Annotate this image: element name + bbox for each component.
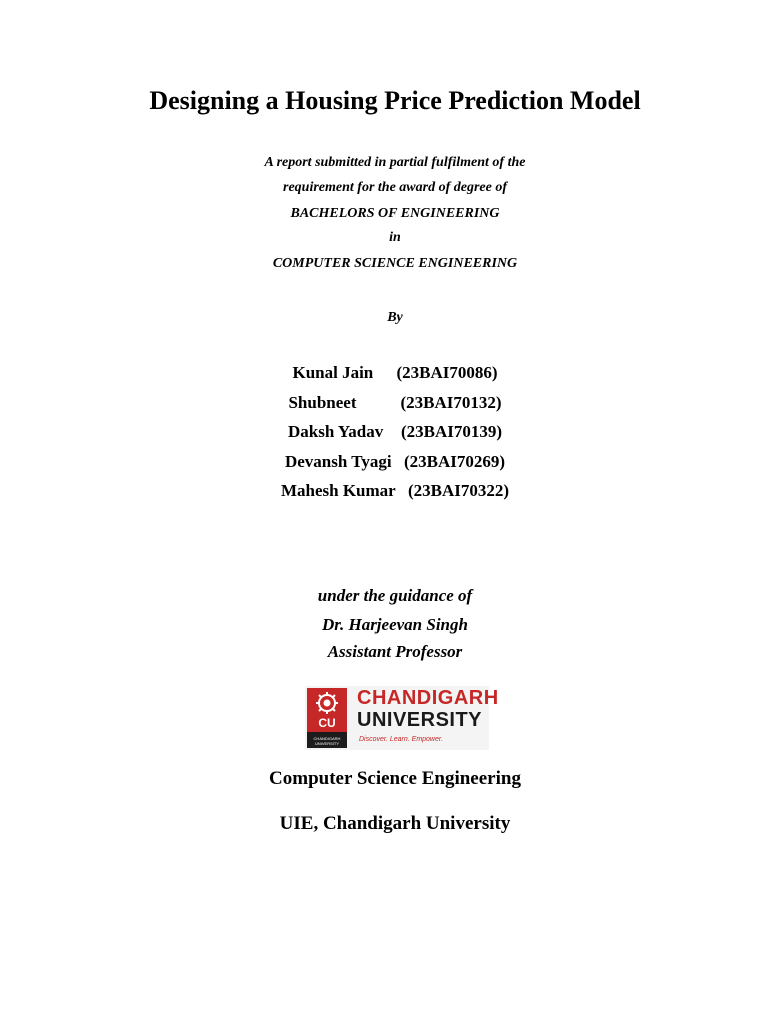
in-text: in [389, 230, 401, 245]
guidance-intro: under the guidance of [317, 586, 473, 605]
student-id: (23BAI70132) [400, 393, 502, 412]
student-row [11, 481, 768, 501]
student-name: Devansh Tyagi [284, 452, 392, 471]
student-name: Daksh Yadav [287, 422, 384, 441]
student-id: (23BAI70139) [400, 422, 503, 441]
student-name: Kunal Jain [292, 363, 374, 382]
university-logo [305, 686, 499, 750]
logo-wordmark-chandigarh: CHANDIGARH [357, 687, 499, 709]
submission-line-1: A report submitted in partial fulfilment of the [264, 155, 526, 170]
submission-line-2: requirement for the award of degree of [283, 180, 507, 195]
student-row [11, 363, 768, 383]
guide-designation: Assistant Professor [327, 642, 463, 661]
degree-name: BACHELORS OF ENGINEERING [290, 206, 500, 221]
student-row [11, 422, 768, 442]
logo-wordmark-university: UNIVERSITY [357, 709, 483, 731]
emblem-cu-text: CU [318, 716, 336, 730]
report-title: Designing a Housing Price Prediction Model [149, 86, 641, 115]
by-text: By [387, 310, 403, 325]
guide-name: Dr. Harjeevan Singh [322, 615, 468, 634]
emblem-small-text: CHANDIGARH UNIVERSITY [313, 736, 341, 746]
cu-emblem [307, 688, 347, 748]
student-name: Shubneet [288, 393, 357, 412]
student-id: (23BAI70269) [403, 452, 506, 471]
branch-name: COMPUTER SCIENCE ENGINEERING [272, 256, 518, 271]
student-id: (23BAI70086) [396, 363, 498, 382]
department-name: Computer Science Engineering [269, 768, 521, 789]
student-name: Mahesh Kumar [280, 481, 396, 500]
student-row [11, 452, 768, 472]
student-id: (23BAI70322) [407, 481, 510, 500]
student-row [11, 393, 768, 413]
institute-name: UIE, Chandigarh University [279, 813, 511, 834]
emblem-gear-icon [315, 691, 339, 715]
logo-tagline: Discover. Learn. Empower. [359, 736, 443, 743]
